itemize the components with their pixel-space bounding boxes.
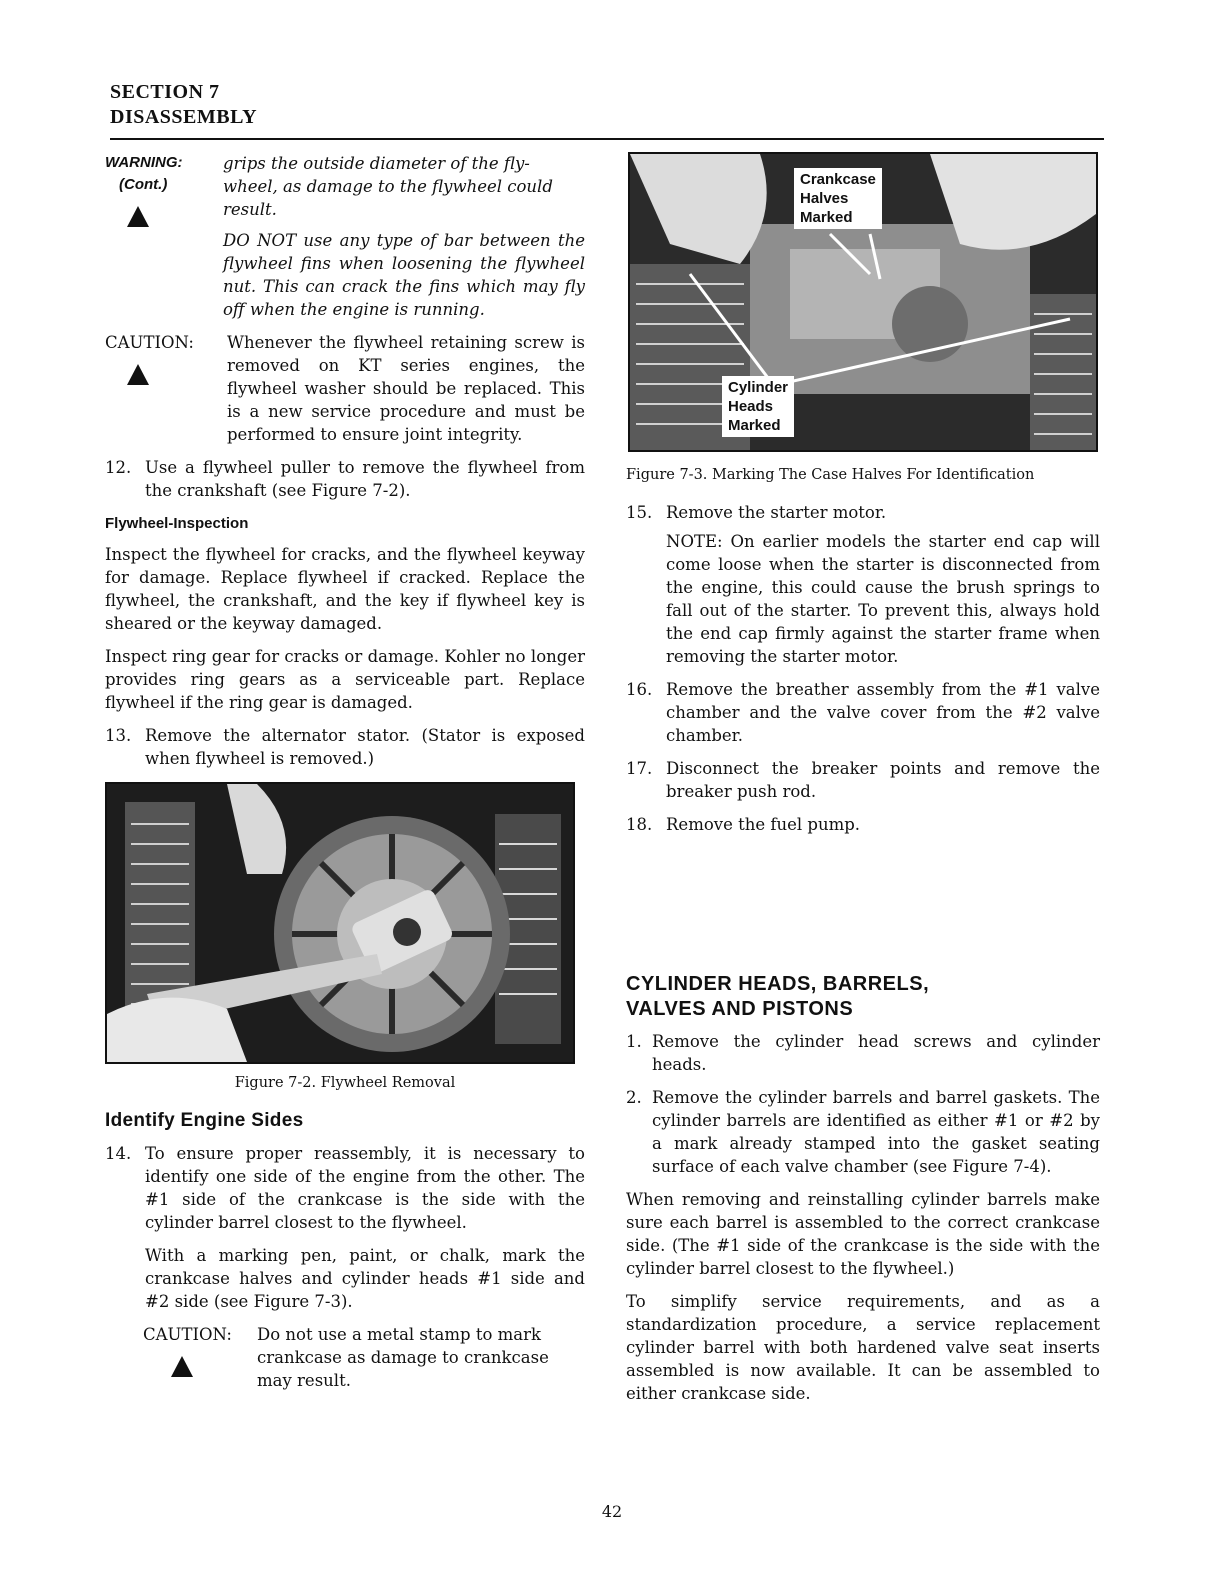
warning-text: grips the outside diameter of the fly- wheel, as damage to the flywheel could result. DO NOT use any type of bar between the flywheel fins when loosening the flywheel nut. This can crack the fins which may fly off when the engine is running. xyxy=(223,154,585,319)
section-header xyxy=(110,80,257,130)
subheading-flywheel-inspection: Flywheel-Inspection xyxy=(105,515,249,532)
warning-paragraph-2: DO NOT use any type of bar between the flywheel fins when loosening the flywheel nut. This can crack the fins which may fly off when the engine is running. xyxy=(223,231,585,319)
flywheel-removal-illustration xyxy=(107,784,573,1062)
heading-identify-engine-sides: Identify Engine Sides xyxy=(105,1110,304,1131)
figure-7-3-caption: Figure 7-3. Marking The Case Halves For Identification xyxy=(626,467,1035,483)
right-column xyxy=(626,152,1100,1415)
cylinder-barrel-paragraph: When removing and reinstalling cylinder barrels make sure each barrel is assembled to the correct crankcase side. (The #1 side of the crankcase is the side with the cylinder barrel closest to the flywheel.) xyxy=(626,1190,1100,1278)
caution-2-text: Do not use a metal stamp to mark crankcase as damage to crankcase may result. xyxy=(257,1325,549,1390)
service-replacement-paragraph: To simplify service requirements, and as a standardization procedure, a service replacement cylinder barrel with both hardened valve seat inserts assembled is now available. It can be assembled to either crankcase side. xyxy=(626,1292,1100,1403)
page-number: 42 xyxy=(601,1502,623,1521)
step-12: 12. Use a flywheel puller to remove the flywheel from the crankshaft (see Figure 7-2). xyxy=(105,458,585,500)
caution-block-2 xyxy=(105,1323,585,1392)
step-15-note: NOTE: On earlier models the starter end cap will come loose when the starter is disconnected from the engine, this could cause the brush springs to fall out of the starter. To prevent this, always hold the end cap firmly against the starter frame when removing the starter motor. xyxy=(666,532,1100,666)
callout-crankcase-halves-marked: Crankcase Halves Marked xyxy=(794,168,882,229)
step-18: 18. Remove the fuel pump. xyxy=(626,815,861,834)
left-column xyxy=(105,152,585,1402)
caution-triangle-icon xyxy=(127,364,149,385)
caution-block xyxy=(105,331,585,446)
figure-7-2-caption: Figure 7-2. Flywheel Removal xyxy=(234,1075,456,1091)
step-15: 15. Remove the starter motor. xyxy=(626,503,887,522)
warning-cont-label: (Cont.) xyxy=(119,176,168,193)
step-14: 14. To ensure proper reassembly, it is necessary to identify one side of the engine from the other. The #1 side of the crankcase is the side with the cylinder barrel closest to the flywheel. xyxy=(105,1144,585,1232)
step-14-marking-paragraph: With a marking pen, paint, or chalk, mark the crankcase halves and cylinder heads #1 side and #2 side (see Figure 7-3). xyxy=(145,1246,585,1311)
section-title: DISASSEMBLY xyxy=(110,106,258,128)
figure-7-2-photo xyxy=(105,782,575,1064)
section-number: SECTION 7 xyxy=(110,81,220,103)
warning-triangle-icon xyxy=(127,206,149,227)
step-13: 13. Remove the alternator stator. (Stator is exposed when flywheel is removed.) xyxy=(105,726,585,768)
caution-2-label: CAUTION: xyxy=(143,1325,232,1344)
figure-7-3-photo xyxy=(628,152,1098,452)
inspection-paragraph-2: Inspect ring gear for cracks or damage. Kohler no longer provides ring gears as a serviceable part. Replace flywheel if the ring gear is damaged. xyxy=(105,647,585,712)
inspection-paragraph-1: Inspect the flywheel for cracks, and the flywheel keyway for damage. Replace flywheel if cracked. Replace the flywheel, the crankshaft, and the key if flywheel key is sheared or the keyway damaged. xyxy=(105,545,585,633)
caution-label: CAUTION: xyxy=(105,333,194,352)
step-17: 17. Disconnect the breaker points and remove the breaker push rod. xyxy=(626,759,1100,801)
warning-label: WARNING: xyxy=(105,154,183,171)
caution-2-triangle-icon xyxy=(171,1356,193,1377)
callout-cylinder-heads-marked: Cylinder Heads Marked xyxy=(722,376,794,437)
warning-block xyxy=(105,152,585,321)
header-rule xyxy=(110,138,1104,140)
cylinder-step-2: 2. Remove the cylinder barrels and barrel gaskets. The cylinder barrels are identified as either #1 or #2 by a mark already stamped into the gasket seating surface of each valve chamber (see Figure 7-4). xyxy=(626,1088,1100,1176)
cylinder-step-1: 1. Remove the cylinder head screws and cylinder heads. xyxy=(626,1032,1100,1074)
heading-cylinder-heads: CYLINDER HEADS, BARRELS, VALVES AND PISTONS xyxy=(626,973,930,1020)
caution-text: Whenever the flywheel retaining screw is removed on KT series engines, the flywheel washer should be replaced. This is a new service procedure and must be performed to ensure joint integrity. xyxy=(227,333,585,444)
step-16: 16. Remove the breather assembly from the #1 valve chamber and the valve cover from the #2 valve chamber. xyxy=(626,680,1100,745)
